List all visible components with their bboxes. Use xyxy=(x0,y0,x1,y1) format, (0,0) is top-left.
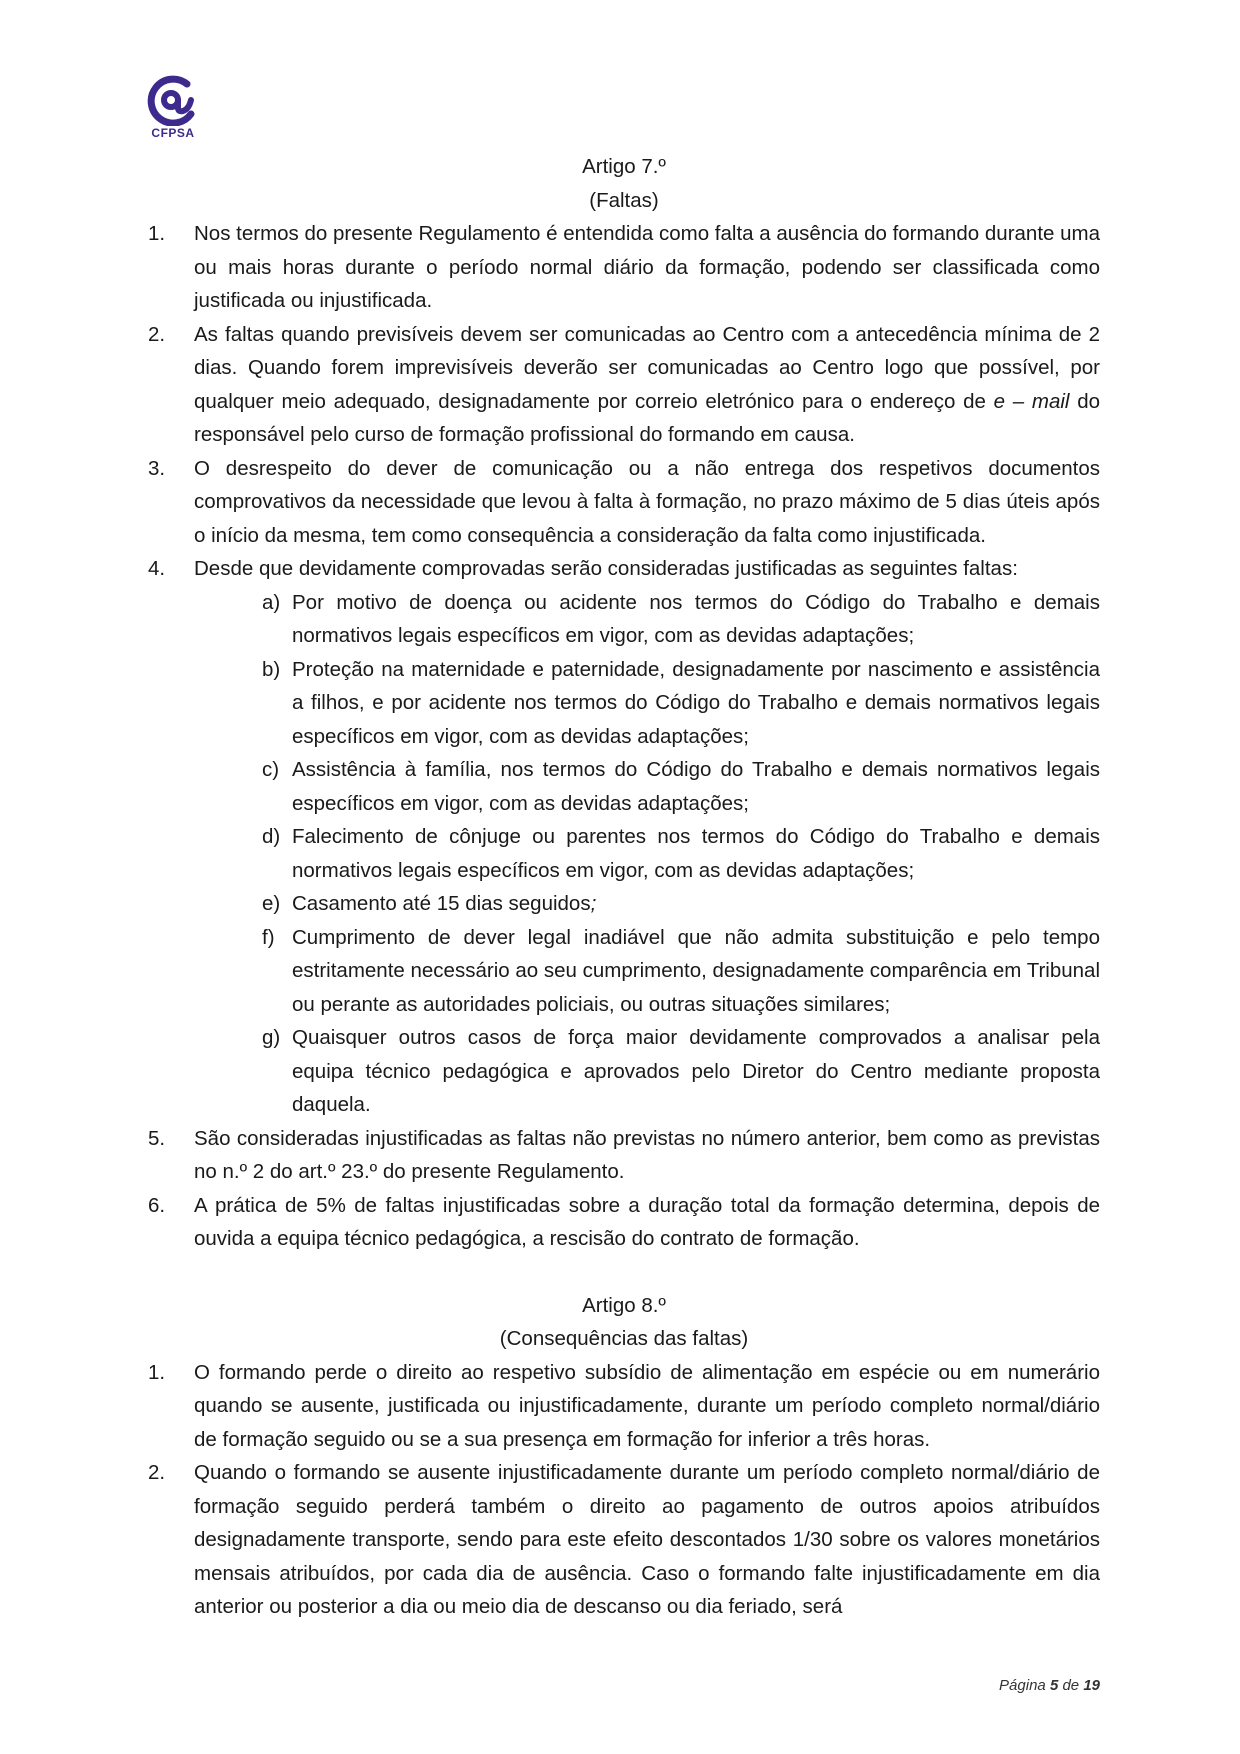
document-body xyxy=(148,150,1100,1624)
sub-item-text: Proteção na maternidade e paternidade, designadamente por nascimento e assistência a filhos, e por acidente nos termos do Código do Trabalho e demais normativos legais específicos em vigor, com as devidas adaptações; xyxy=(292,657,1100,748)
item-text: Nos termos do presente Regulamento é entendida como falta a ausência do formando durante uma ou mais horas durante o período normal diário da formação, podendo ser classificada como justificada ou injustificada. xyxy=(194,222,1100,312)
sub-item-letter: g) xyxy=(262,1026,281,1049)
item-number: 1. xyxy=(148,222,166,245)
list-item xyxy=(148,452,1100,553)
list-item xyxy=(148,1189,1100,1256)
item-number: 6. xyxy=(148,1193,166,1217)
list-item xyxy=(148,1122,1100,1189)
list-item xyxy=(148,217,1100,318)
sub-item-letter: a) xyxy=(262,590,281,614)
logo-mark-icon xyxy=(143,74,203,126)
sub-item-text: Falecimento de cônjuge ou parentes nos termos do Código do Trabalho e demais normativos legais específicos em vigor, com as devidas adaptações; xyxy=(292,825,1100,882)
item-text: Desde que devidamente comprovadas serão consideradas justificadas as seguintes faltas: xyxy=(194,557,1018,580)
item-text-italic: e – mail xyxy=(993,389,1070,413)
page-footer xyxy=(999,1677,1100,1694)
item-text-before: As faltas quando previsíveis devem ser comunicadas ao Centro com a antecedência mínima de 2 dias. Quando forem imprevisíveis deverão ser comunicadas ao Centro logo que possível, por qualquer meio adequado, designadamente por correio eletrónico para o endereço de xyxy=(194,322,1100,413)
list-item xyxy=(148,1456,1100,1624)
sub-list xyxy=(148,586,1100,1122)
item-number: 5. xyxy=(148,1126,166,1150)
sub-list-item xyxy=(262,820,1100,887)
sub-list-item xyxy=(262,753,1100,820)
sub-item-letter: c) xyxy=(262,758,280,781)
sub-item-text-italic: ; xyxy=(590,892,597,915)
sub-item-text: Por motivo de doença ou acidente nos termos do Código do Trabalho e demais normativos legais específicos em vigor, com as devidas adaptações; xyxy=(292,590,1100,647)
item-number: 1. xyxy=(148,1360,166,1384)
page-total: 19 xyxy=(1083,1677,1100,1694)
sub-list-item xyxy=(262,586,1100,653)
sub-item-text: Cumprimento de dever legal inadiável que não admita substituição e pelo tempo estritamente necessário ao seu cumprimento, designadamente comparência em Tribunal ou perante as autoridades policiais, ou outras situações similares; xyxy=(292,925,1100,1016)
list-item xyxy=(148,1356,1100,1457)
item-text xyxy=(194,318,1100,452)
sub-item-text: Assistência à família, nos termos do Código do Trabalho e demais normativos legais específicos em vigor, com as devidas adaptações; xyxy=(292,758,1100,815)
item-text-after: do responsável pelo curso de formação profissional do formando em causa. xyxy=(194,389,1101,446)
article7-subtitle: (Faltas) xyxy=(589,188,659,212)
page-of: de xyxy=(1062,1677,1080,1694)
sub-list-item xyxy=(262,887,1100,921)
item-text: São consideradas injustificadas as faltas não previstas no número anterior, bem como as previstas no n.º 2 do art.º 23.º do presente Regulamento. xyxy=(194,1126,1100,1183)
section-spacer xyxy=(148,1256,1100,1289)
sub-item-text xyxy=(292,887,1100,921)
item-number: 3. xyxy=(148,456,166,480)
article8-title: Artigo 8.º xyxy=(582,1293,666,1317)
cfpsa-logo xyxy=(143,74,207,144)
item-text: A prática de 5% de faltas injustificadas sobre a duração total da formação determina, depois de ouvida a equipa técnico pedagógica, a rescisão do contrato de formação. xyxy=(194,1193,1100,1250)
list-item xyxy=(148,552,1100,586)
sub-item-text-main: Casamento até 15 dias seguidos xyxy=(292,892,591,915)
article7-title: Artigo 7.º xyxy=(582,155,666,178)
sub-list-item xyxy=(262,653,1100,754)
page-label: Página xyxy=(999,1677,1046,1694)
logo-text: CFPSA xyxy=(151,126,195,140)
sub-item-letter: e) xyxy=(262,892,281,915)
sub-item-text: Quaisquer outros casos de força maior devidamente comprovados a analisar pela equipa técnico pedagógica e aprovados pelo Diretor do Centro mediante proposta daquela. xyxy=(292,1026,1100,1116)
item-number: 4. xyxy=(148,557,166,580)
article8-subtitle: (Consequências das faltas) xyxy=(499,1327,749,1350)
page-current: 5 xyxy=(1049,1677,1059,1694)
sub-list-item xyxy=(262,921,1100,1022)
item-number: 2. xyxy=(148,322,166,346)
item-text: O formando perde o direito ao respetivo subsídio de alimentação em espécie ou em numerário quando se ausente, justificada ou injustificadamente, durante um período completo normal/diário de formação seguido ou se a sua presença em formação for inferior a três horas. xyxy=(194,1360,1100,1451)
sub-list-item xyxy=(262,1021,1100,1122)
sub-item-letter: b) xyxy=(262,657,281,681)
sub-item-letter: f) xyxy=(262,925,275,949)
item-number: 2. xyxy=(148,1461,166,1484)
list-item xyxy=(148,318,1100,452)
item-text: Quando o formando se ausente injustificadamente durante um período completo normal/diário de formação seguido perderá também o direito ao pagamento de outros apoios atribuídos designadamente transporte, sendo para este efeito descontados 1/30 sobre os valores monetários mensais atribuídos, por cada dia de ausência. Caso o formando falte injustificadamente em dia anterior ou posterior a dia ou meio dia de descanso ou dia feriado, será xyxy=(194,1461,1100,1618)
sub-item-letter: d) xyxy=(262,825,281,848)
item-text: O desrespeito do dever de comunicação ou a não entrega dos respetivos documentos comprovativos da necessidade que levou à falta à formação, no prazo máximo de 5 dias úteis após o início da mesma, tem como consequência a consideração da falta como injustificada. xyxy=(194,456,1100,547)
